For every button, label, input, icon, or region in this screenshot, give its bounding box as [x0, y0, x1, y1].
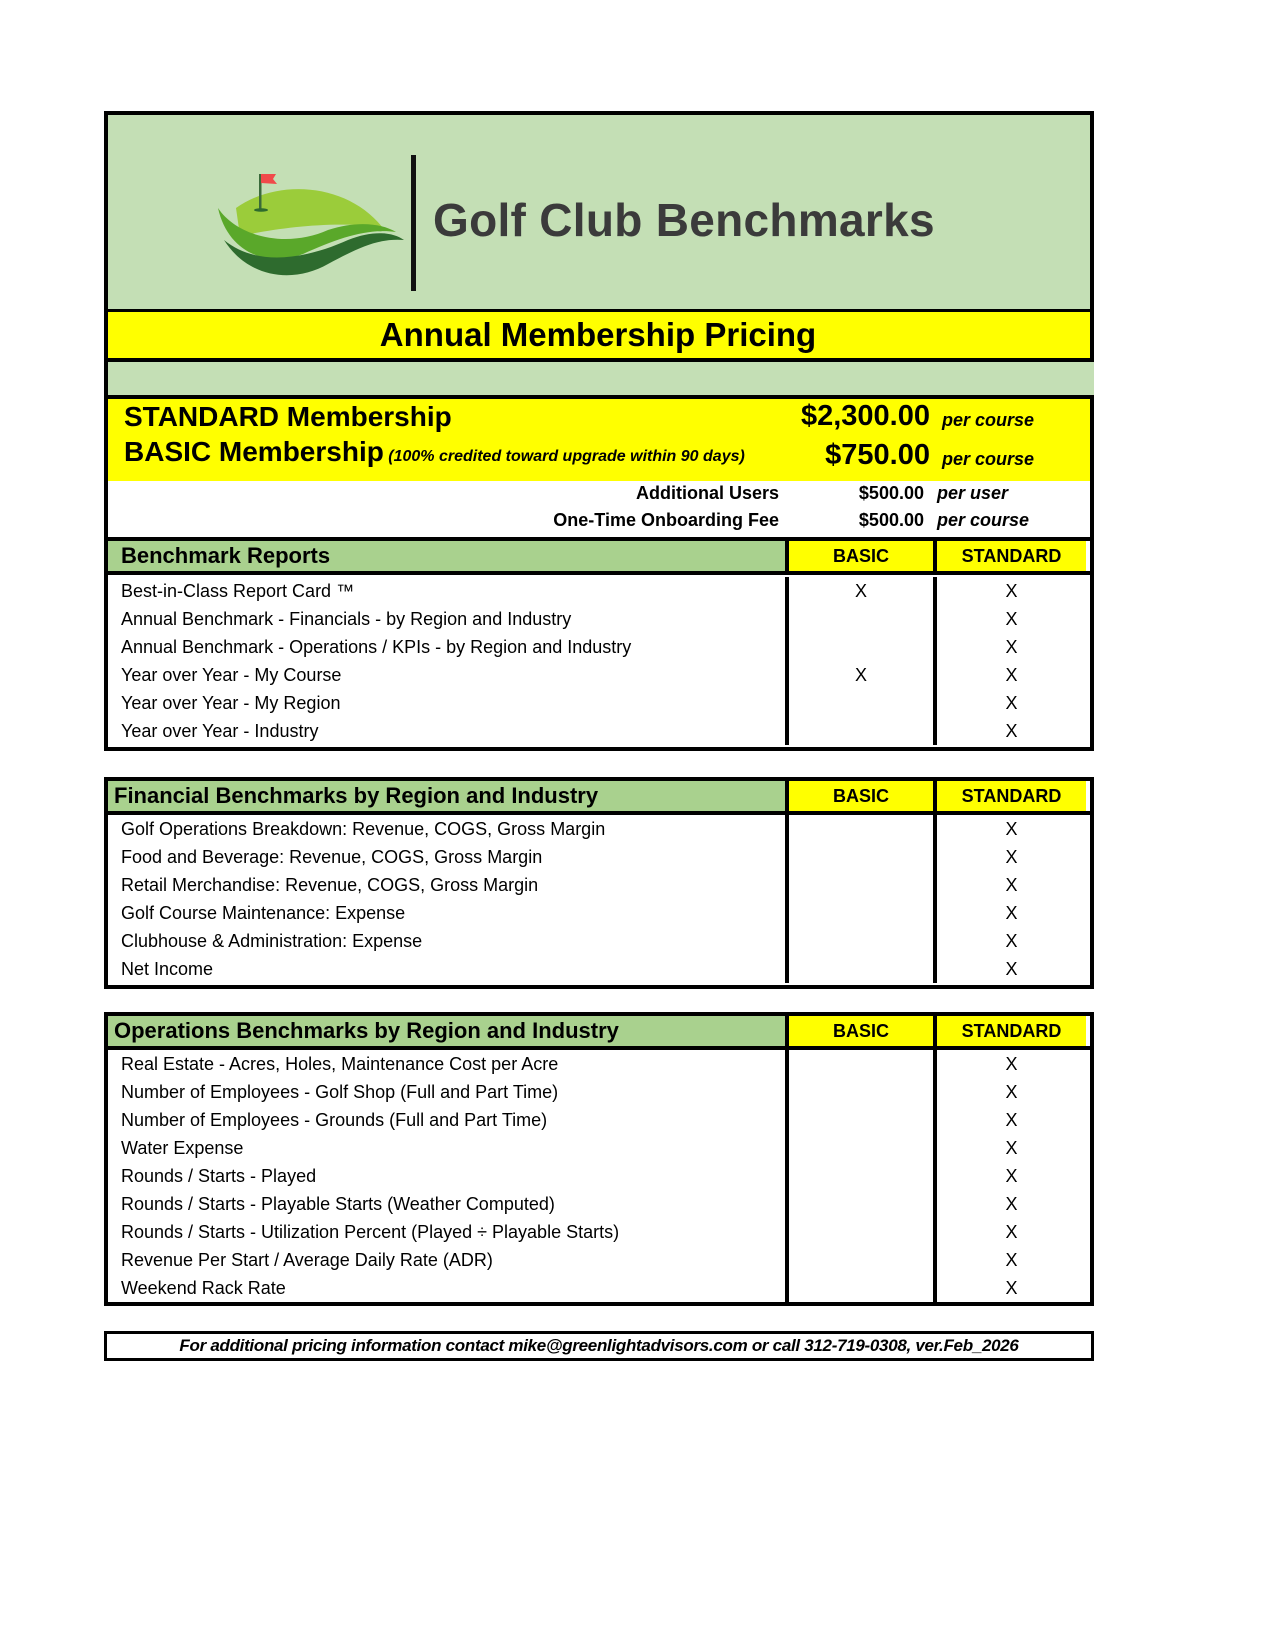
standard-check: X	[1005, 1165, 1018, 1186]
table-row: Golf Course Maintenance: Expense X	[108, 899, 1090, 927]
standard-check: X	[1005, 1193, 1018, 1214]
table-title: Financial Benchmarks by Region and Industry	[108, 781, 789, 811]
standard-check: X	[1005, 1081, 1018, 1102]
table-row: Weekend Rack Rate X	[108, 1274, 1090, 1302]
basic-check: X	[789, 577, 937, 605]
standard-check: X	[1005, 692, 1018, 713]
onboarding-fee-unit: per course	[937, 510, 1030, 530]
standard-check: X	[1005, 958, 1018, 979]
basic-check	[789, 689, 937, 717]
table-row: Revenue Per Start / Average Daily Rate (ADR) X	[108, 1246, 1090, 1274]
standard-membership-label: STANDARD Membership	[124, 401, 452, 432]
basic-check	[789, 717, 937, 745]
standard-check: X	[1005, 1221, 1018, 1242]
table-row: Year over Year - Industry X	[108, 717, 1090, 745]
basic-check	[789, 1246, 937, 1274]
basic-check	[789, 1218, 937, 1246]
table-row: Number of Employees - Grounds (Full and Part Time) X	[108, 1106, 1090, 1134]
standard-check: X	[1005, 930, 1018, 951]
standard-check: X	[1005, 1249, 1018, 1270]
basic-check	[789, 1190, 937, 1218]
table-title: Operations Benchmarks by Region and Industry	[108, 1016, 789, 1046]
basic-check	[789, 605, 937, 633]
table-row: Net Income X	[108, 955, 1090, 983]
standard-check: X	[1005, 1109, 1018, 1130]
onboarding-fee-label: One-Time Onboarding Fee	[553, 510, 779, 530]
col-basic: BASIC	[789, 541, 937, 571]
table-row: Rounds / Starts - Played X	[108, 1162, 1090, 1190]
page-title-bar	[104, 309, 1094, 362]
basic-check	[789, 955, 937, 983]
basic-check	[789, 927, 937, 955]
basic-check	[789, 1050, 937, 1078]
standard-check: X	[1005, 580, 1018, 601]
spacer-band	[104, 362, 1094, 397]
contact-info: For additional pricing information contact mike@greenlightadvisors.com or call 312-719-0308, ver.Feb_2026	[179, 1336, 1019, 1355]
basic-check	[789, 871, 937, 899]
col-basic: BASIC	[789, 1016, 937, 1046]
table-row: Food and Beverage: Revenue, COGS, Gross Margin X	[108, 843, 1090, 871]
table-row: Real Estate - Acres, Holes, Maintenance Cost per Acre X	[108, 1050, 1090, 1078]
table-row: Annual Benchmark - Operations / KPIs - by Region and Industry X	[108, 633, 1090, 661]
table-row: Rounds / Starts - Utilization Percent (Played ÷ Playable Starts) X	[108, 1218, 1090, 1246]
standard-check: X	[1005, 1277, 1018, 1298]
basic-check	[789, 633, 937, 661]
table-row: Year over Year - My Course X X	[108, 661, 1090, 689]
basic-check	[789, 843, 937, 871]
basic-membership-price: $750.00	[825, 439, 930, 471]
basic-membership-note: (100% credited toward upgrade within 90 days)	[388, 448, 745, 465]
table-row: Water Expense X	[108, 1134, 1090, 1162]
standard-check: X	[1005, 846, 1018, 867]
onboarding-fee-price: $500.00	[858, 510, 924, 530]
basic-check	[789, 1106, 937, 1134]
table-row: Annual Benchmark - Financials - by Region and Industry X	[108, 605, 1090, 633]
table-row: Clubhouse & Administration: Expense X	[108, 927, 1090, 955]
table-row: Year over Year - My Region X	[108, 689, 1090, 717]
col-standard: STANDARD	[937, 1016, 1086, 1046]
standard-check: X	[1005, 902, 1018, 923]
basic-check	[789, 1134, 937, 1162]
standard-check: X	[1005, 636, 1018, 657]
basic-check: X	[789, 661, 937, 689]
page-title: Annual Membership Pricing	[379, 316, 817, 353]
table-row: Best-in-Class Report Card ™ X X	[108, 577, 1090, 605]
brand-title: Golf Club Benchmarks	[433, 194, 935, 246]
benchmark-reports-table	[104, 537, 1094, 751]
table-header	[108, 781, 1090, 815]
table-row: Number of Employees - Golf Shop (Full and Part Time) X	[108, 1078, 1090, 1106]
table-row: Rounds / Starts - Playable Starts (Weather Computed) X	[108, 1190, 1090, 1218]
table-title: Benchmark Reports	[108, 541, 789, 571]
table-row: Retail Merchandise: Revenue, COGS, Gross Margin X	[108, 871, 1090, 899]
basic-membership-row	[124, 436, 745, 468]
basic-check	[789, 1162, 937, 1190]
table-header	[108, 1016, 1090, 1050]
standard-check: X	[1005, 874, 1018, 895]
standard-check: X	[1005, 664, 1018, 685]
basic-check	[789, 1274, 937, 1302]
standard-membership-unit: per course	[942, 410, 1035, 430]
contact-footer	[104, 1331, 1094, 1361]
col-standard: STANDARD	[937, 541, 1086, 571]
golf-logo-icon	[218, 168, 404, 284]
basic-check	[789, 899, 937, 927]
additional-users-unit: per user	[937, 483, 1009, 503]
basic-membership-unit: per course	[942, 449, 1035, 469]
additional-users-price: $500.00	[858, 483, 924, 503]
standard-check: X	[1005, 720, 1018, 741]
standard-check: X	[1005, 818, 1018, 839]
table-header	[108, 541, 1090, 575]
basic-membership-label: BASIC Membership	[124, 436, 384, 467]
table-row: Golf Operations Breakdown: Revenue, COGS, Gross Margin X	[108, 815, 1090, 843]
operations-benchmarks-table	[104, 1012, 1094, 1306]
financial-benchmarks-table	[104, 777, 1094, 989]
standard-check: X	[1005, 608, 1018, 629]
standard-membership-price: $2,300.00	[800, 400, 930, 432]
col-basic: BASIC	[789, 781, 937, 811]
logo-divider	[411, 155, 416, 291]
basic-check	[789, 1078, 937, 1106]
standard-check: X	[1005, 1137, 1018, 1158]
basic-check	[789, 815, 937, 843]
additional-users-label: Additional Users	[635, 483, 779, 503]
col-standard: STANDARD	[937, 781, 1086, 811]
standard-check: X	[1005, 1053, 1018, 1074]
